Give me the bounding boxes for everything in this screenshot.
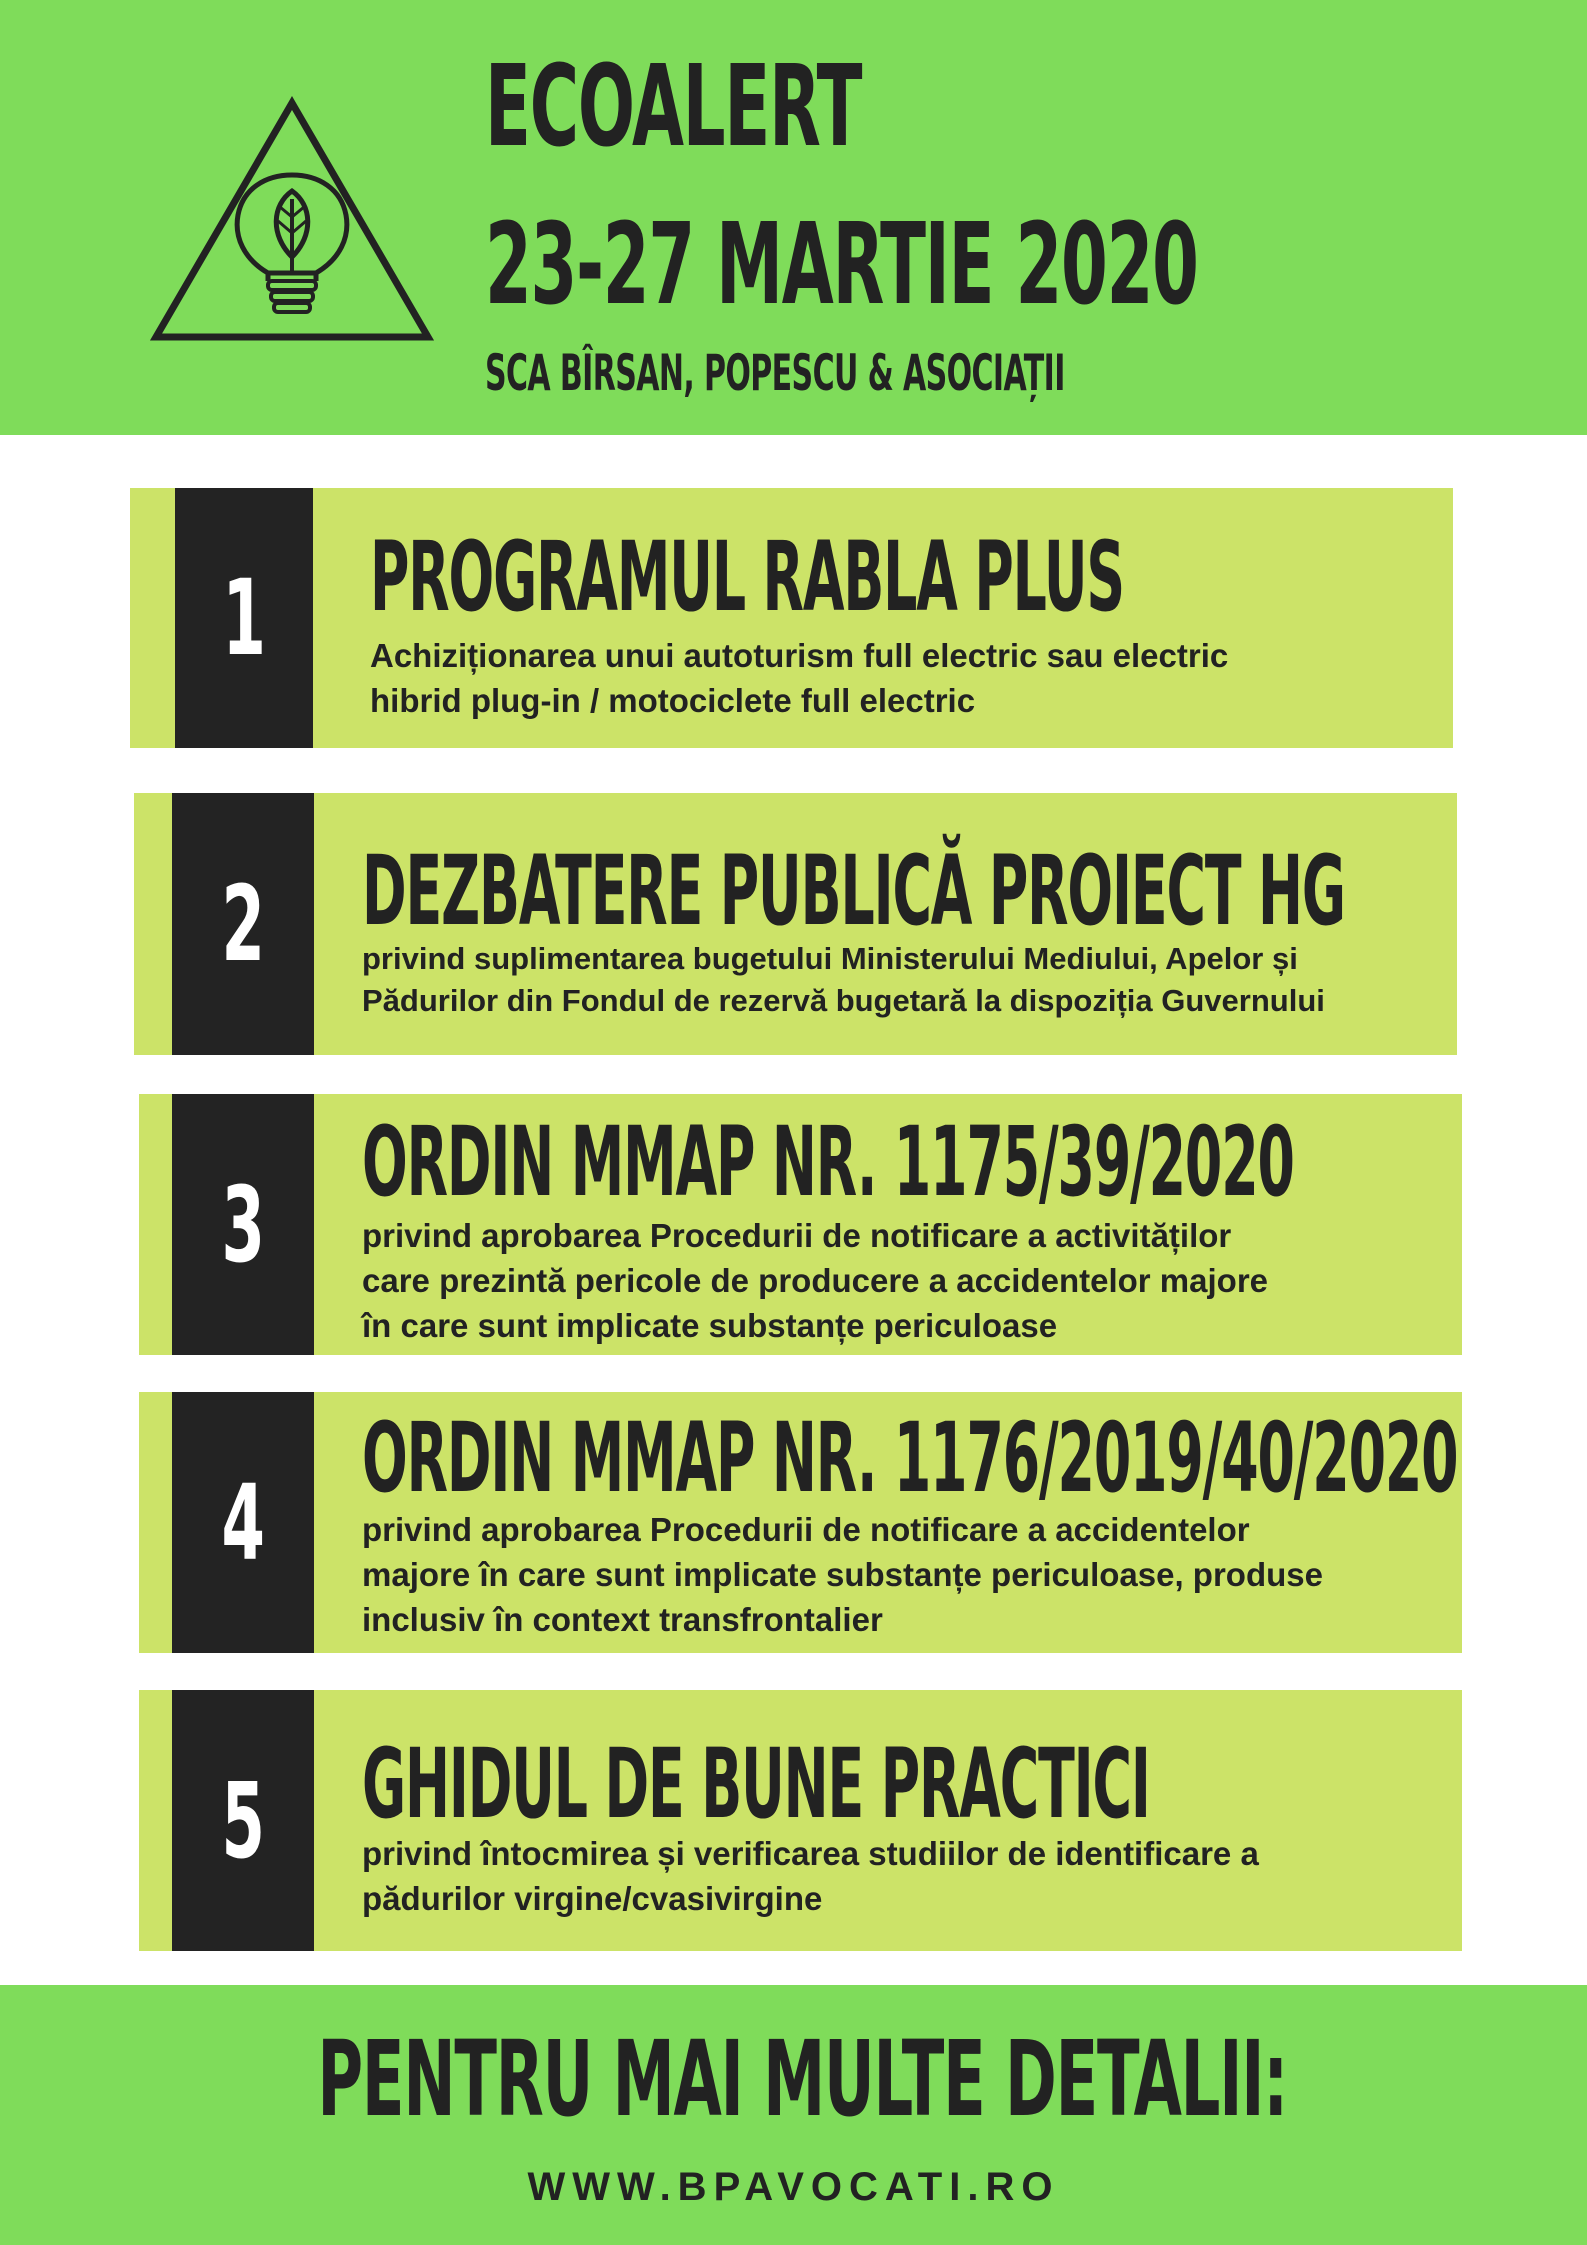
- item-title: ORDIN MMAP NR. 1176/2019/40/2020: [362, 1402, 1458, 1514]
- item-title: PROGRAMUL RABLA PLUS: [370, 521, 1125, 633]
- item-number-badge: [172, 793, 314, 1055]
- agenda-item-4: [139, 1392, 1462, 1653]
- item-description: privind suplimentarea bugetului Ministerului Mediului, Apelor și Pădurilor din Fondul de rezervă bugetară la dispoziția Guvernului: [362, 941, 1325, 1018]
- item-title: ORDIN MMAP NR. 1175/39/2020: [362, 1106, 1294, 1218]
- agenda-item-2: [134, 793, 1457, 1055]
- item-title: DEZBATERE PUBLICĂ PROIECT HG: [362, 835, 1345, 947]
- item-number-badge: [172, 1690, 314, 1951]
- item-number: 1: [222, 557, 266, 679]
- law-firm-name: SCA BÎRSAN, POPESCU & ASOCIAȚII: [485, 344, 1065, 402]
- item-title: GHIDUL DE BUNE PRACTICI: [362, 1728, 1150, 1840]
- item-number-badge: [172, 1392, 314, 1653]
- item-number: 5: [221, 1759, 265, 1882]
- item-number: 3: [221, 1163, 265, 1286]
- item-number: 4: [221, 1461, 265, 1584]
- header-banner: [0, 0, 1587, 435]
- agenda-item-5: [139, 1690, 1462, 1951]
- agenda-item-1: [130, 488, 1453, 748]
- more-details-heading: PENTRU MAI MULTE DETALII:: [317, 2018, 1288, 2140]
- item-number-badge: [175, 488, 313, 748]
- item-description: privind aprobarea Procedurii de notificare a accidentelor majore în care sunt implicate substanțe periculoase, produse inclusiv în context transfrontalier: [362, 1511, 1323, 1638]
- item-description: privind aprobarea Procedurii de notificare a activităților care prezintă pericole de producere a accidentelor majore în care sunt implicate substanțe periculoase: [362, 1217, 1269, 1344]
- item-description: Achiziționarea unui autoturism full electric sau electric hibrid plug-in / motociclete full electric: [370, 637, 1229, 719]
- leaf-bulb-warning-icon: [150, 95, 435, 345]
- website-link[interactable]: WWW.BPAVOCATI.RO: [527, 2165, 1060, 2209]
- event-title: ECOALERT: [485, 42, 862, 172]
- item-description: privind întocmirea și verificarea studiilor de identificare a pădurilor virgine/cvasivirgine: [362, 1835, 1259, 1917]
- item-number: 2: [221, 863, 265, 985]
- event-date: 23-27 MARTIE 2020: [485, 200, 1198, 330]
- agenda-item-3: [139, 1094, 1462, 1355]
- item-number-badge: [172, 1094, 314, 1355]
- footer-banner: [0, 1985, 1587, 2245]
